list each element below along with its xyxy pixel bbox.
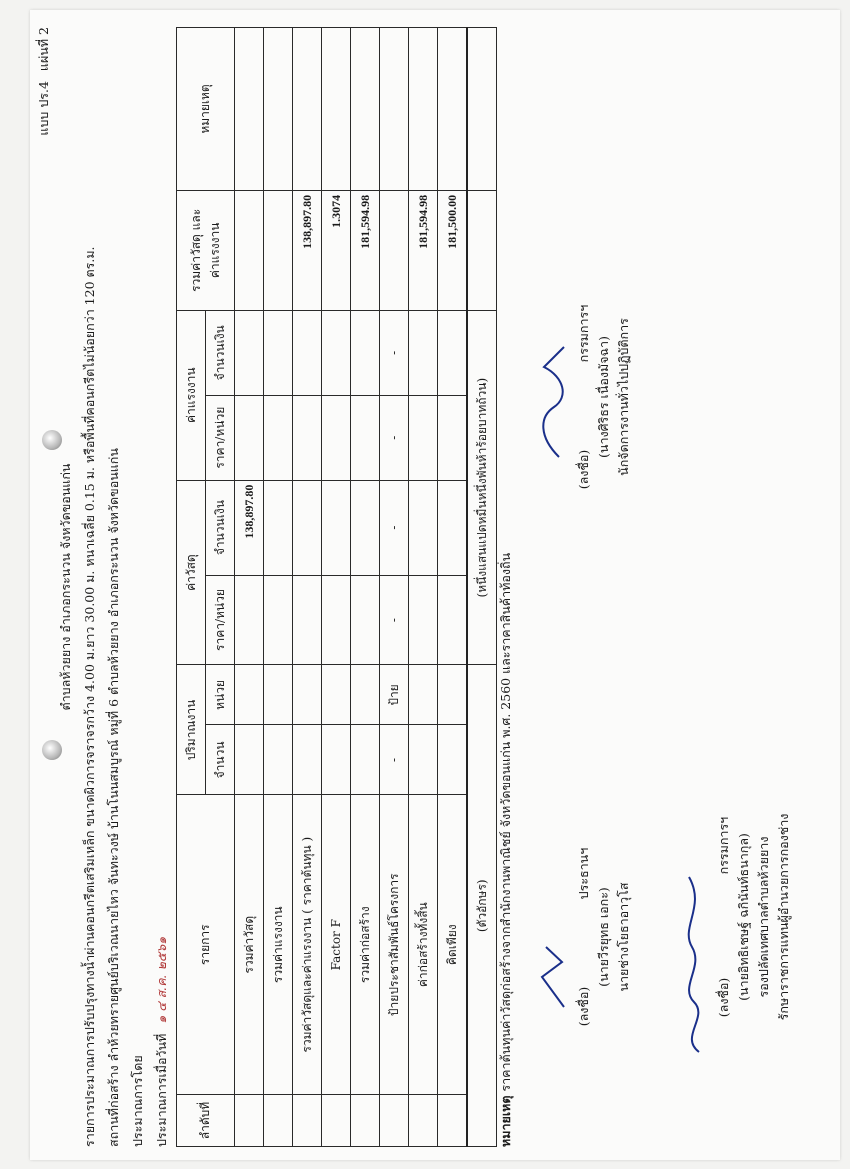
col-no-header: ลำดับที่ — [177, 1095, 235, 1147]
estimate-table — [176, 27, 497, 1147]
table-row — [293, 28, 322, 1147]
col-quantity-header: ปริมาณงาน — [177, 665, 206, 795]
remark-text: ราคาต้นทุนค่าวัสดุก่อสร้างจากสำนักงานพาณิชย์ จังหวัดขอนแก่น พ.ศ. 2560 และราคาสินค้าท้องถิ่น — [498, 552, 513, 1092]
signature-role: กรรมการฯ — [576, 304, 591, 363]
signature-committee-1: (ลงชื่อ) กรรมการฯ (นางศิริธร เนื่องมัจฉา) นักจัดการงานทั่วไปปฏิบัติการ — [534, 197, 634, 597]
row-item-name: รวมค่าวัสดุและค่าแรงงาน ( ราคาต้นทุน ) — [293, 795, 322, 1095]
signature-mark — [534, 897, 574, 1017]
words-left: (ตัวอักษร) — [467, 665, 497, 1147]
signature-name: (นางศิริธร เนื่องมัจฉา) — [596, 336, 611, 458]
signature-name: (นายอิทธิเชษฐ์ ฉกินันท์ธนากุล) — [736, 833, 751, 1001]
project-line: รายการประมาณการปรับปรุงทางน้ำผ่านคอนกรีตเสริมเหล็ก ขนาดผิวการจราจรกว้าง 4.00 ม.ยาว 30.00 ม. หนาเฉลี่ย 0.15 ม. หรือพื้นที่คอนกรีตไม่น้อยกว่า 120 ตร.ม. — [82, 246, 97, 1147]
col-qty-amount-header: จำนวน — [206, 725, 235, 795]
estimated-date-handwritten: ๑ ๔ ส.ค. ๒๕๖๑ — [154, 936, 169, 1024]
signature-role: ประธานฯ — [576, 847, 591, 900]
estimated-date-line — [152, 937, 172, 1147]
estimated-date-label: ประมาณการเมื่อวันที่ — [154, 1033, 169, 1147]
col-qty-unit-header: หน่วย — [206, 665, 235, 725]
row-total: 181,594.98 — [409, 190, 438, 310]
signature-title: นายช่างโยธาอาวุโส — [616, 882, 631, 992]
remark-label: หมายเหตุ — [498, 1095, 513, 1147]
signature-chairman: (ลงชื่อ) ประธานฯ (นายวีรยุทธ เอกะ) นายช่างโยธาอาวุโส — [534, 747, 634, 1127]
form-code: แบบ ปร.4 — [36, 81, 51, 136]
col-mat-amount-header: จำนวนเงิน — [206, 480, 235, 575]
organization-line: ตำบลห้วยยาง อำเภอกระนวน จังหวัดขอนแก่น — [58, 463, 73, 711]
col-lab-price-header: ราคา/หน่วย — [206, 395, 235, 480]
words-right: (หนึ่งแสนแปดหมื่นหนึ่งพันห้าร้อยบาทถ้วน) — [467, 310, 497, 665]
remark-line — [496, 553, 516, 1147]
row-total: 181,594.98 — [351, 190, 380, 310]
location-line: สถานที่ก่อสร้าง ลำห้วยทรายศูนย์บริเวณนายไหว จันทะวงษ์ บ้านโนนสมบูรณ์ หมู่ที่ 6 ตำบลห้วยยาง อำเภอกระนวน จังหวัดขอนแก่น — [106, 448, 121, 1147]
row-item-name: รวมค่าวัสดุ — [235, 795, 264, 1095]
table-row — [322, 28, 351, 1147]
signature-mark — [534, 327, 574, 467]
estimated-by: ประมาณการโดย — [130, 1055, 145, 1147]
sheet-number: แผ่นที่ 2 — [36, 27, 51, 72]
row-total: 1.3074 — [322, 190, 351, 310]
signature-title: รองปลัดเทศบาลตำบลห้วยยาง — [756, 836, 771, 998]
table-row — [264, 28, 293, 1147]
table-row — [235, 28, 264, 1147]
signature-name: (นายวีรยุทธ เอกะ) — [596, 887, 611, 987]
table-row — [351, 28, 380, 1147]
table-row — [438, 28, 468, 1147]
signature-title: นักจัดการงานทั่วไปปฏิบัติการ — [616, 318, 631, 476]
row-item-name: รวมค่าก่อสร้าง — [351, 795, 380, 1095]
table-row — [409, 28, 438, 1147]
form-code-header — [34, 27, 54, 142]
col-remark-header: หมายเหตุ — [177, 28, 235, 191]
signature-mark — [674, 857, 714, 1057]
col-material-header: ค่าวัสดุ — [177, 480, 206, 665]
row-item-name: ค่าก่อสร้างทั้งสิ้น — [409, 795, 438, 1095]
table-words-row — [467, 28, 497, 1147]
col-item-header: รายการ — [177, 795, 235, 1095]
col-labor-header: ค่าแรงงาน — [177, 310, 206, 480]
table-row: ป้ายประชาสัมพันธ์โครงการ - ป้าย - - - - — [380, 28, 409, 1147]
row-total: 181,500.00 — [438, 190, 468, 310]
col-lab-amount-header: จำนวนเงิน — [206, 310, 235, 395]
row-total: 138,897.80 — [293, 190, 322, 310]
rotated-form-sheet — [34, 17, 824, 1157]
row-item-name: รวมค่าแรงงาน — [264, 795, 293, 1095]
col-total-header: รวมค่าวัสดุ และค่าแรงงาน — [177, 190, 235, 310]
col-mat-price-header: ราคา/หน่วย — [206, 575, 235, 665]
signature-role: กรรมการฯ — [716, 816, 731, 875]
row-item-name: Factor F — [322, 795, 351, 1095]
row-item-name: คิดเพียง — [438, 795, 468, 1095]
row-item-name: ป้ายประชาสัมพันธ์โครงการ — [380, 795, 409, 1095]
signature-title-2: รักษาราชการแทนผู้อำนวยการกองช่าง — [776, 813, 791, 1021]
row-material-amount: 138,897.80 — [235, 480, 264, 575]
signature-committee-2: (ลงชื่อ) กรรมการฯ (นายอิทธิเชษฐ์ ฉกินันท์ธนากุล) รองปลัดเทศบาลตำบลห้วยยาง รักษาราชการแทนผู้อำนวยการกองช่าง — [674, 707, 794, 1127]
